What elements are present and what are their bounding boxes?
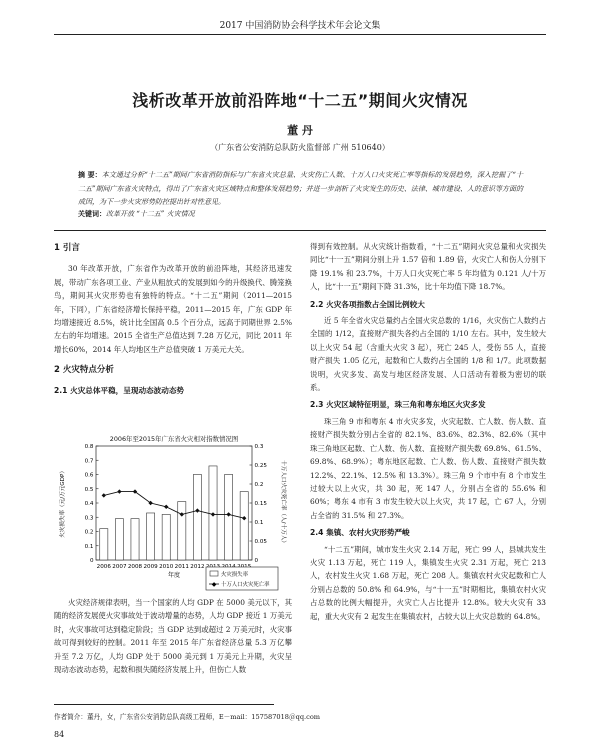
chart-bar [115,519,123,560]
header-rule [54,34,546,35]
left-tick-label: 0.8 [84,444,94,450]
x-axis-label: 年度 [167,572,181,579]
x-tick-label: 2006 [96,564,111,570]
left-column [54,240,292,401]
fire-index-chart [56,432,292,592]
right-tick-label: 0.2 [254,482,264,488]
left-tick-label: 0.3 [84,515,94,522]
legend-item-line: 十万人口火灾死亡率 [221,582,270,588]
section-2-3-paragraph: 珠三角 9 市和粤东 4 市火灾多发，火灾起数、亡人数、伤人数、直接财产损失数分别占全省的 82.1%、83.6%、82.3%、82.6%（其中珠三角地区起数、亡人数、伤人数、直接财产损失数 69.8%、61.5%、69.8%、68.9%）；粤东地区起数、亡人数、伤人数、直接财产损失数 12.2%、22.1%、12.5% 和 13.3%）。珠三角 9 个市中有 8 个市发生过较大以上火灾，共 30 起，死 147 人，分别占全省的 55.6% 和 60%；粤东 4 市有 3 市发生较大以上火灾，共 17 起，亡 67 人，分别占全省的 31.5% 和 27.3%。 [310,416,546,520]
abstract-rule [54,230,546,231]
keywords-text: 改革开放 “十二五” 火灾情况 [106,210,195,218]
section-2-2-paragraph: 近 5 年全省火灾总量约占全国火灾总数的 1/16，火灾伤亡人数约占全国的 1/12，直接财产损失各约占全国的 1/10 左右。其中，发生较大以上火灾 54 起（含重大火灾 3 起），死亡 245 人，受伤 55 人，直接财产损失 1.05 亿元，起数和亡人数约占全国的 1/8 和 1/7。此项数据说明，火灾多发、高发与地区经济发展、人口活动有着极为密切的联系。 [310,316,546,393]
chart-bar [193,475,201,561]
left-column-continued [54,596,292,676]
affiliation: （广东省公安消防总队防火监督部 广州 510640） [210,143,390,152]
x-tick-label: 2012 [190,564,205,570]
footnote: 作者简介：董丹，女，广东省公安消防总队高级工程师，E－mail：157587018＠qq.com [54,713,321,721]
left-tick-label: 0.7 [84,458,94,465]
legend-line-marker: ◆ [211,581,217,588]
chart-title: 2006年至2015年广东省火灾相对指数情况图 [109,435,239,443]
abstract-text: 本文通过分析“十二五”期间广东省消防指标与广东省火灾总量、火灾伤亡人数、十万人口火灾死亡率等指标的发展趋势，深入挖掘了“十二五”期间广东省火灾特点，得出了广东省火灾区域特点和整体发展趋势；并进一步剖析了火灾发生的历史、法律、城市建设、人的意识等方面的成因，为下一步火灾形势防控提出针对性意见。 [78,171,524,206]
right-tick-label: 0.1 [254,520,264,526]
legend-item-bar: 火灾损失率 [221,572,248,578]
x-tick-label: 2009 [143,564,158,570]
left-tick-label: 0.2 [84,529,94,536]
x-tick-label: 2008 [127,564,143,570]
section-2-4-paragraph: “十二五”期间，城市发生火灾 2.14 万起，死亡 99 人，县城共发生火灾 1.13 万起，死亡 119 人，集镇发生火灾 2.31 万起，死亡 213 人，农村发生火灾 1.68 万起，死亡 208 人。集镇农村火灾起数和亡人分别占总数的 50.8% 和 64.9%，与“十一五”时期相比，集镇农村火灾占总数的比例大幅提升，火灾亡人占比提升 12.8%。较大火灾有 33 起，重大火灾有 2 起发生在集镇农村，占较大以上火灾总数的 64.8%。 [310,544,546,621]
right-column [310,240,546,623]
chart-point [102,493,106,497]
chart-bar [162,514,170,560]
chart-bar [131,519,139,560]
section-1-heading: 1 引言 [54,243,80,253]
left-tick-label: 0 [89,558,94,564]
keywords-label: 关键词： [78,209,106,218]
chart-legend [206,567,278,590]
chart-series-line [104,492,244,519]
chart-point [164,505,168,509]
left-tick-label: 0.6 [84,472,94,479]
section-2-3-heading: 2.3 火灾区域特征明显，珠三角和粤东地区火灾多发 [310,400,486,410]
right-tick-label: 0.15 [254,501,267,507]
right-tick-label: 0.3 [254,444,264,450]
section-1-paragraph: 30 年改革开放，广东省作为改革开放的前沿阵地，其经济迅速发展，带动广东各项工业、产业从粗放式的发展到如今的升级换代、腾笼换鸟，期间其火灾形势也有独特的特点。“十二五”期间（2011—2015 年，下同），广东省经济增长保持平稳，2011—2015 年，广东 GDP 年均增速接近 8.5%，统计比全国高 0.5 个百分点，远高于同期世界 2.5% 左右的年均增速。2015 全省生产总值达到 7.28 万亿元，同比 2011 年增长60%，2014 年人均地区生产总值突破 1 万美元大关。 [54,264,292,354]
left-tick-label: 0.1 [84,543,94,550]
left-tick-label: 0.5 [84,486,94,493]
chart-bar [225,475,233,561]
running-head: 2017 中国消防协会科学技术年会论文集 [219,21,381,31]
right-tick-label: 0 [254,558,259,564]
legend-bar-swatch [210,571,218,576]
abstract [78,168,523,210]
chart-bar [100,529,108,560]
y-axis-left-label: 火灾损失率（元/万元GDP） [60,468,66,538]
section-2-1-heading: 2.1 火灾总体平稳，呈现动态波动态势 [54,385,185,395]
section-2-heading: 2 火灾特点分析 [54,365,114,376]
chart-bar [240,492,248,560]
y-axis-right-label: 十万人口火灾死亡率（人/十万人） [280,460,286,546]
page-number: 84 [54,730,65,739]
section-2-1-continued: 得到有效控制。从火灾统计指数看，“十二五”期间火灾总量和火灾损失同比“十一五”期间分别上升 1.57 倍和 1.89 倍，火灾亡人和伤人分别下降 19.1% 和 23.7%，十万人口火灾死亡率 5 年均值为 0.121 人/十万人，比“十一五”期间下降 31.3%，比十年均值下降 18.7%。 [310,242,546,292]
paper-title: 浅析改革开放前沿阵地“十二五”期间火灾情况 [132,91,468,110]
left-tick-label: 0.4 [84,501,94,507]
x-tick-label: 2011 [174,564,189,570]
right-tick-label: 0.05 [254,539,267,545]
author: 董 丹 [287,124,313,137]
section-2-1-paragraph: 火灾经济规律表明，当一个国家的人均 GDP 在 5000 美元以下，其随的经济发展使火灾事故处于波动增量的态势，人均 GDP 接近 1 万美元时，火灾事故可达到稳定阶段；当 GDP 达到或超过 2 万美元时，火灾事故可得到较好的控制。2011 年至 2015 年广东省经济总量 5.3 万亿攀升至 7.2 万亿，人均 GDP 处于 5000 美元到 1 万美元上升期，火灾呈现动态波动态势，起数和损失随经济发展上升，但伤亡人数 [54,598,292,675]
section-2-2-heading: 2.2 火灾各项指数占全国比例较大 [310,299,425,309]
keywords [78,208,523,220]
chart-bar [147,513,155,560]
x-tick-label: 2010 [159,564,174,570]
x-tick-label: 2007 [112,564,127,570]
chart-bar [178,502,186,560]
footnote-rule [54,704,274,705]
right-tick-label: 0.25 [254,463,267,469]
section-2-4-heading: 2.4 集镇、农村火灾形势严峻 [310,528,410,538]
abstract-label: 摘 要： [78,170,102,179]
chart-point [117,489,121,493]
